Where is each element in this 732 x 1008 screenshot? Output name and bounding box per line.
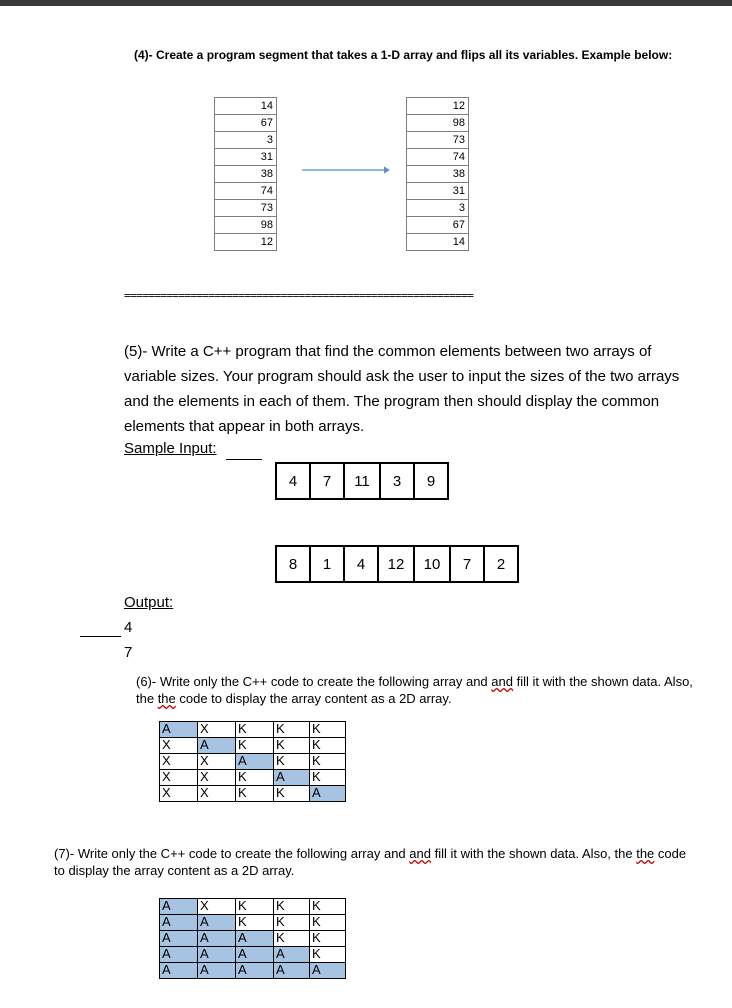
grid-cell: K bbox=[274, 915, 310, 931]
grid-cell: K bbox=[274, 738, 310, 754]
grid-cell: K bbox=[274, 722, 310, 738]
duplicate-word: and bbox=[491, 674, 513, 689]
grid-cell: A bbox=[198, 963, 236, 979]
grid-cell: A bbox=[274, 770, 310, 786]
array-cell: 3 bbox=[215, 132, 277, 149]
array-box: 9 bbox=[413, 462, 449, 500]
grid-cell: K bbox=[310, 770, 346, 786]
question-6-text: (6)- Write only the C++ code to create the following array and and fill it with the shown data. Also, the the code to display the array content as a 2D array. bbox=[136, 674, 693, 706]
grid-cell: X bbox=[160, 754, 198, 770]
array-box: 8 bbox=[275, 545, 311, 583]
array-box: 7 bbox=[449, 545, 485, 583]
sample-input-underline bbox=[226, 459, 262, 460]
grid-cell: K bbox=[236, 738, 274, 754]
grid-cell: K bbox=[274, 931, 310, 947]
array-cell: 38 bbox=[407, 166, 469, 183]
grid-cell: K bbox=[236, 722, 274, 738]
array-cell: 98 bbox=[215, 217, 277, 234]
grid-cell: X bbox=[198, 722, 236, 738]
array-cell: 14 bbox=[407, 234, 469, 251]
output-value: 4 bbox=[124, 619, 133, 636]
grid-cell: X bbox=[160, 738, 198, 754]
array-box: 2 bbox=[483, 545, 519, 583]
array-box: 10 bbox=[413, 545, 451, 583]
grid-cell: A bbox=[310, 963, 346, 979]
array-cell: 38 bbox=[215, 166, 277, 183]
grid-cell: K bbox=[310, 738, 346, 754]
grid-cell: A bbox=[274, 963, 310, 979]
flipped-array-column bbox=[406, 97, 469, 251]
grid-cell: K bbox=[310, 722, 346, 738]
grid-cell: K bbox=[274, 786, 310, 802]
grid-cell: K bbox=[310, 754, 346, 770]
grid-cell: A bbox=[198, 947, 236, 963]
duplicate-word: the bbox=[157, 691, 176, 706]
grid-cell: A bbox=[236, 754, 274, 770]
array-cell: 98 bbox=[407, 115, 469, 132]
grid-cell: K bbox=[310, 931, 346, 947]
question-5-text: (5)- Write a C++ program that find the common elements between two arrays of variable sizes. Your program should ask the user to input the sizes of the two arrays and the elements in each of them. The program then should display the common elements that appear in both arrays. bbox=[124, 343, 680, 435]
section-separator: ========================================================== bbox=[124, 289, 474, 302]
array-cell: 12 bbox=[407, 98, 469, 115]
grid-cell: A bbox=[160, 931, 198, 947]
array-cell: 12 bbox=[215, 234, 277, 251]
grid-cell: X bbox=[160, 770, 198, 786]
grid-cell: A bbox=[198, 931, 236, 947]
grid-cell: A bbox=[310, 786, 346, 802]
original-array-column bbox=[214, 97, 277, 251]
array-cell: 31 bbox=[215, 149, 277, 166]
array-box: 3 bbox=[379, 462, 415, 500]
grid-cell: K bbox=[310, 947, 346, 963]
array-box: 12 bbox=[377, 545, 415, 583]
output-label: Output: bbox=[124, 594, 174, 611]
array-box: 4 bbox=[343, 545, 379, 583]
array-cell: 67 bbox=[407, 217, 469, 234]
array-box: 1 bbox=[309, 545, 345, 583]
array-box: 4 bbox=[275, 462, 311, 500]
grid-cell: A bbox=[160, 915, 198, 931]
grid-cell: A bbox=[198, 738, 236, 754]
grid-cell: K bbox=[236, 915, 274, 931]
grid-cell: X bbox=[198, 754, 236, 770]
grid-cell: X bbox=[198, 899, 236, 915]
grid-cell: K bbox=[310, 899, 346, 915]
grid-cell: X bbox=[198, 770, 236, 786]
flip-arrow-icon bbox=[300, 162, 392, 178]
grid-cell: K bbox=[274, 899, 310, 915]
array-cell: 67 bbox=[215, 115, 277, 132]
array-cell: 73 bbox=[407, 132, 469, 149]
grid-cell: X bbox=[198, 786, 236, 802]
grid-cell: A bbox=[160, 722, 198, 738]
output-rule bbox=[80, 636, 121, 637]
grid-cell: K bbox=[310, 915, 346, 931]
grid-cell: A bbox=[236, 931, 274, 947]
array-cell: 3 bbox=[407, 200, 469, 217]
grid-cell: A bbox=[236, 947, 274, 963]
grid-cell: A bbox=[160, 899, 198, 915]
grid-cell: A bbox=[274, 947, 310, 963]
grid-cell: A bbox=[236, 963, 274, 979]
sample-input-label: Sample Input: bbox=[124, 440, 217, 457]
grid-cell: A bbox=[160, 963, 198, 979]
grid-cell: K bbox=[236, 770, 274, 786]
question-7-text: (7)- Write only the C++ code to create the following array and and fill it with the shown data. Also, the the code to display the array content as a 2D array. bbox=[54, 846, 687, 878]
grid-cell: K bbox=[236, 899, 274, 915]
sample-array-2 bbox=[275, 545, 517, 583]
grid-cell: A bbox=[198, 915, 236, 931]
sample-array-1 bbox=[275, 462, 447, 500]
duplicate-word: the bbox=[636, 846, 655, 861]
array-cell: 14 bbox=[215, 98, 277, 115]
grid-cell: A bbox=[160, 947, 198, 963]
question-4-text: (4)- Create a program segment that takes a 1-D array and flips all its variables. Example below: bbox=[134, 48, 673, 62]
grid-cell: K bbox=[236, 786, 274, 802]
duplicate-word: and bbox=[409, 846, 431, 861]
question-6-grid bbox=[159, 721, 346, 802]
array-cell: 74 bbox=[407, 149, 469, 166]
top-bar bbox=[0, 0, 732, 6]
grid-cell: X bbox=[160, 786, 198, 802]
question-7-grid bbox=[159, 898, 346, 979]
array-box: 7 bbox=[309, 462, 345, 500]
array-cell: 73 bbox=[215, 200, 277, 217]
output-value: 7 bbox=[124, 644, 133, 661]
array-cell: 31 bbox=[407, 183, 469, 200]
array-cell: 74 bbox=[215, 183, 277, 200]
array-box: 11 bbox=[343, 462, 381, 500]
grid-cell: K bbox=[274, 754, 310, 770]
